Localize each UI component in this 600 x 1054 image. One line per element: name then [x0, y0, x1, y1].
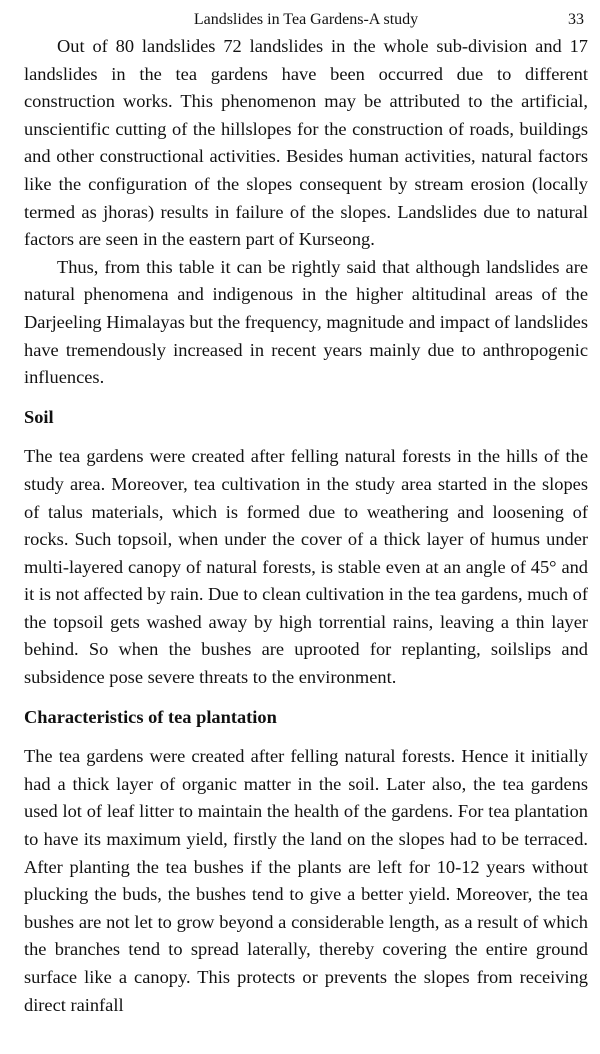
paragraph-tea-plantation: The tea gardens were created after felling natural forests. Hence it initially had a thick layer of organic matter in the soil. Later also, the tea gardens used lot of leaf litter to maintain the health of the gardens. For tea plantation to have its maximum yield, firstly the land on the slopes had to be terraced. After planting the tea bushes if the plants are left for 10-12 years without plucking the buds, the bushes tend to give a better yield. Moreover, the tea bushes are not let to grow beyond a considerable length, as a result of which the branches tend to spread laterally, thereby covering the entire ground surface like a canopy. This protects or prevents the slopes from receiving direct rainfall: [24, 746, 588, 1015]
section-heading-tea-plantation: Characteristics of tea plantation: [24, 706, 277, 727]
paragraph-soil: The tea gardens were created after felling natural forests in the hills of the study area. Moreover, tea cultivation in the study area started in the slopes of talus materials, which is formed due to weathering and loosening of rocks. Such topsoil, when under the cover of a thick layer of humus under multi-layered canopy of natural forests, is stable even at an angle of 45° and it is not affected by rain. Due to clean cultivation in the tea gardens, much of the topsoil gets washed away by high torrential rains, leaving a thin layer behind. So when the bushes are uprooted for replanting, soilslips and subsidence pose severe threats to the environment.: [24, 446, 588, 688]
paragraph-landslide-causes: Out of 80 landslides 72 landslides in the whole sub-division and 17 landslides in the tea gardens have been occurred due to different construction works. This phenomenon may be attributed to the artificial, unscientific cutting of the hillslopes for the construction of roads, buildings and other constructional activities. Besides human activities, natural factors like the configuration of the slopes consequent by stream erosion (locally termed as jhoras) results in failure of the slopes. Landslides due to natural factors are seen in the eastern part of Kurseong.: [24, 36, 588, 250]
section-heading-soil: Soil: [24, 406, 54, 427]
paragraph-anthropogenic: Thus, from this table it can be rightly said that although landslides are natural phenomena and indigenous in the higher altitudinal areas of the Darjeeling Himalayas but the frequency, magnitude and impact of landslides have tremendously increased in recent years mainly due to anthropogenic influences.: [24, 256, 588, 388]
running-header: [24, 0, 588, 30]
running-title: Landslides in Tea Gardens-A study: [193, 11, 419, 28]
page-body: [24, 33, 588, 1019]
page-number: 33: [568, 11, 584, 28]
